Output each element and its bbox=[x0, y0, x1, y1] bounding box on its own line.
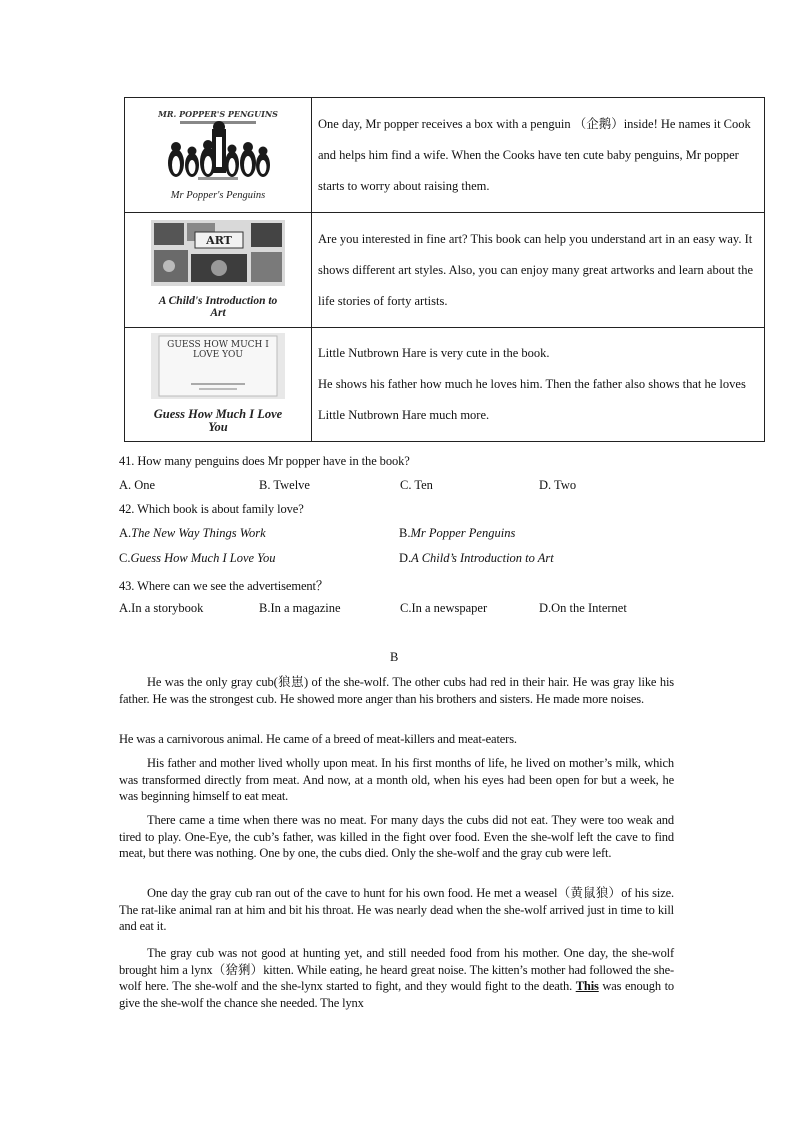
book-cover-popper bbox=[158, 107, 278, 202]
passage-paragraph bbox=[119, 945, 674, 1011]
book-description-line: He shows his father how much he loves him. Then the father also shows that he loves Little Nutbrown Hare much more. bbox=[318, 377, 746, 422]
option-text: The New Way Things Work bbox=[131, 526, 266, 540]
option-text: Mr Popper Penguins bbox=[410, 526, 516, 540]
book-description: Are you interested in fine art? This book can help you understand art in an easy way. It shows different art styles. Also, you can enjoy many great artworks and learn about the life stories of forty artists. bbox=[312, 213, 765, 328]
option-a[interactable]: A. One bbox=[119, 478, 156, 492]
option-b[interactable] bbox=[399, 526, 515, 541]
book-advert-table bbox=[124, 97, 765, 442]
book-description: One day, Mr popper receives a box with a penguin （企鹅）inside! He names it Cook and helps him find a wife. When the Cooks have ten cute baby penguins, Mr popper starts to worry about raising them. bbox=[312, 98, 765, 213]
question-42: 42. Which book is about family love? bbox=[119, 502, 304, 516]
book-cover-cell bbox=[125, 328, 312, 442]
option-text: Guess How Much I Love You bbox=[130, 551, 276, 565]
book-row bbox=[125, 213, 765, 328]
option-label: A. bbox=[119, 526, 132, 540]
option-a[interactable] bbox=[119, 526, 266, 541]
option-text: A Child’s Introduction to Art bbox=[411, 551, 554, 565]
option-d[interactable]: D.On the Internet bbox=[539, 601, 627, 615]
option-d[interactable] bbox=[399, 551, 554, 566]
option-b[interactable]: B. Twelve bbox=[259, 478, 310, 492]
option-a[interactable]: A.In a storybook bbox=[119, 601, 204, 615]
book-row bbox=[125, 328, 765, 442]
book-description bbox=[312, 328, 765, 442]
underlined-word: This bbox=[575, 979, 599, 993]
question-41: 41. How many penguins does Mr popper have in the book? bbox=[119, 454, 410, 468]
penguins-cover-image bbox=[158, 107, 278, 185]
option-label: D. bbox=[399, 551, 412, 565]
passage-text: The gray cub was not good at hunting yet, and still needed food from his mother. One day, the she-wolf brought him a lynx（猞猁）kitten. While eating, he heard great noise. The kitten’s mother had followed the she-wolf here. The she-wolf and the she-lynx started to fight, and they would fight to the death. bbox=[119, 946, 674, 993]
option-label: C. bbox=[119, 551, 131, 565]
cover-caption: Guess How Much I Love You bbox=[153, 407, 283, 434]
option-c[interactable]: C.In a newspaper bbox=[400, 601, 488, 615]
book-cover-cell bbox=[125, 213, 312, 328]
book-description-line: Little Nutbrown Hare is very cute in the book. bbox=[318, 346, 550, 360]
option-label: B. bbox=[399, 526, 411, 540]
passage-paragraph: He was a carnivorous animal. He came of a breed of meat-killers and meat-eaters. bbox=[119, 732, 517, 746]
book-row bbox=[125, 98, 765, 213]
passage-paragraph: He was the only gray cub(狼崽) of the she-wolf. The other cubs had red in their hair. He was gray like his father. He was the strongest cub. He showed more anger than his brothers and sisters. He made more noises. bbox=[119, 675, 674, 706]
cover-caption: Mr Popper's Penguins bbox=[170, 190, 266, 201]
book-cover-guess bbox=[151, 333, 285, 434]
book-cover-art bbox=[151, 220, 285, 319]
question-43: 43. Where can we see the advertisement？ bbox=[119, 579, 329, 593]
option-c[interactable]: C. Ten bbox=[400, 478, 433, 492]
cover-title-text: MR. POPPER'S PENGUINS bbox=[158, 109, 278, 119]
guess-cover-image bbox=[151, 333, 285, 399]
passage-paragraph: There came a time when there was no meat. For many days the cubs did not eat. They were too weak and tired to play. One-Eye, the cub’s father, was killed in the fight over food. Even the she-wolf left the cave to find meat, but there was nothing. One by one, the cubs died. Only the she-wolf and the gray cub were left. bbox=[119, 813, 674, 860]
cover-caption: A Child's Introduction to Art bbox=[158, 294, 278, 319]
section-heading: B bbox=[390, 650, 399, 664]
option-b[interactable]: B.In a magazine bbox=[259, 601, 341, 615]
cover-title-text: GUESS HOW MUCH I LOVE YOU bbox=[167, 340, 269, 360]
option-c[interactable] bbox=[119, 551, 276, 566]
art-cover-image bbox=[151, 220, 285, 286]
book-cover-cell bbox=[125, 98, 312, 213]
passage-paragraph: One day the gray cub ran out of the cave to hunt for his own food. He met a weasel（黄鼠狼）of his size. The rat-like animal ran at him and bit his throat. He was nearly dead when the she-wolf arrived just in time to kill and eat it. bbox=[119, 886, 674, 933]
cover-title-text: ART bbox=[206, 233, 232, 247]
passage-paragraph: His father and mother lived wholly upon meat. In his first months of life, he lived on mother’s milk, which was transformed directly from meat. And now, at a month old, when his eyes had been open for but a week, he was beginning himself to eat meat. bbox=[119, 756, 674, 803]
option-d[interactable]: D. Two bbox=[539, 478, 577, 492]
passage-text: was enough to give the she-wolf the chance she needed. The lynx bbox=[119, 979, 674, 1010]
